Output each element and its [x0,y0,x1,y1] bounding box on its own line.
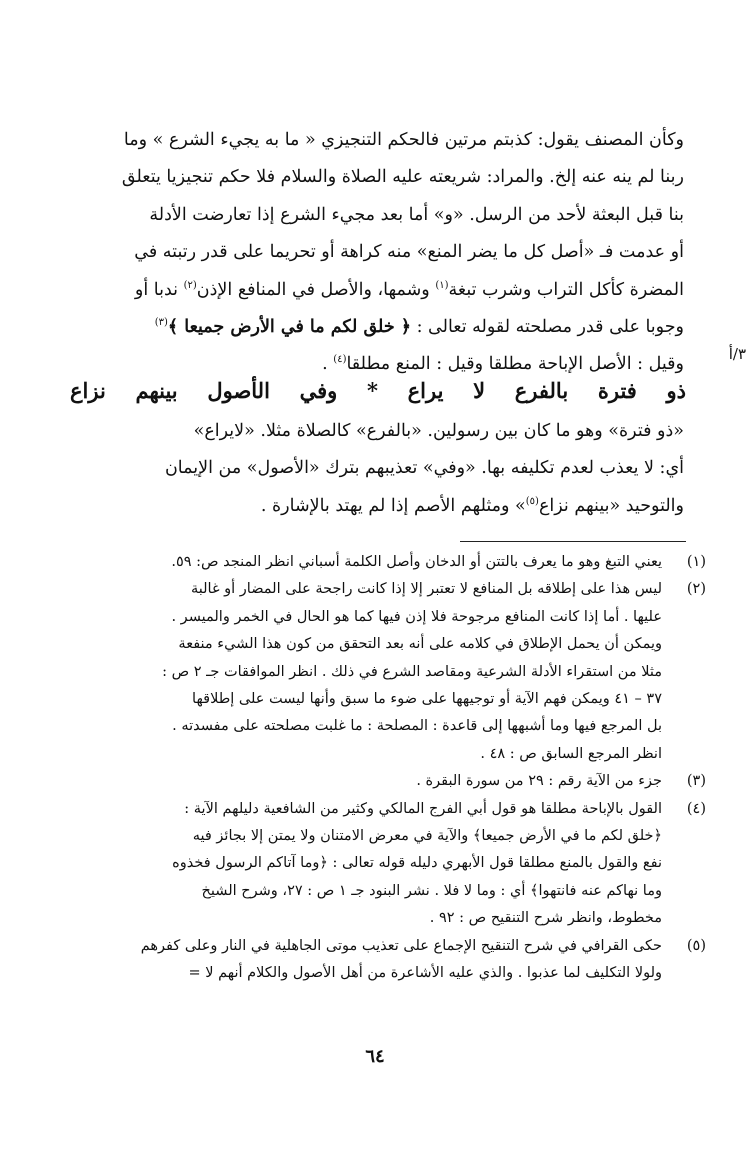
text-line-content: وقيل : الأصل الإباحة مطلقا وقيل : المنع مطلقا [346,354,684,375]
verse-line: ذو فترة بالفرع لا يراع * وفي الأصول بينهم نزاع [70,378,686,403]
text-line [72,197,684,234]
text-line [72,234,684,271]
footnote-line: حكى القرافي في شرح التنقيح الإجماع على تعذيب موتى الجاهلية في النار وعلى كفرهم [140,937,662,954]
text-line-content: وكأن المصنف يقول: كذبتم مرتين فالحكم التنجيزي « ما به يجيء الشرع » وما [123,130,684,150]
footnote-text [40,933,662,988]
quran-verse: ﴿ خلق لكم ما في الأرض جميعا ﴾ [167,317,412,338]
text-line-content: ربنا لم ينه عنه إلخ. والمراد: شريعته عليه الصلاة والسلام فلا حكم تنجيزيا يتعلق [121,167,684,188]
text-line-content: وجوبا على قدر مصلحته لقوله تعالى : [411,317,684,338]
footnote-line: ٣٧ – ٤١ ويمكن فهم الآية أو توجيهها على ضوء ما سبق وأنها ليست على إطلاقها [192,691,662,708]
text-line-content: بنا قبل البعثة لأحد من الرسل. «و» أما بعد مجيء الشرع إذا تعارضت الأدلة [149,204,684,225]
footnote [40,796,710,933]
text-line [72,450,684,487]
footnote-line: مثلا من استقراء الأدلة الشرعية ومقاصد الشرع في ذلك . انظر الموافقات جـ ٢ ص : [162,663,662,680]
footnote-line: ويمكن أن يحمل الإطلاق في كلامه على أنه بعد التحقق من كون هذا الشيء منفعة [178,636,662,653]
footnote-text [40,768,662,795]
footnote-line: نفع والقول بالمنع مطلقا قول الأبهري دليله قوله تعالى : ﴿وما آتاكم الرسول فخذوه [172,855,662,872]
text-line-content: أي: لا يعذب لعدم تكليفه بها. «وفي» تعذيبهم بترك «الأصول» من الإيمان [164,458,684,479]
text-line-content: أو عدمت فـ «أصل كل ما يضر المنع» منه كراهة أو تحريما على قدر رتبته في [134,242,684,263]
footnote-line: ﴿خلق لكم ما في الأرض جميعا﴾ والآية في معرض الامتنان ولا يمتن إلا بجائز فيه [192,828,662,845]
commentary-text [72,413,684,525]
page-number: ٦٤ [365,1046,385,1067]
footnote-line: مخطوط، وانظر شرح التنقيح ص : ٩٢ . [429,910,662,927]
footnote-line: ليس هذا على إطلاقه بل المنافع لا تعتبر إلا إذا كانت راجحة على المضار أو غالبة [190,581,662,598]
footnote [40,576,710,768]
footnote-text [40,796,662,933]
text-line-content: ندبا أو [134,279,184,300]
manuscript-folio-marker: ٣/أ [728,345,746,363]
footnote-text [40,576,662,768]
footnote-ref[interactable]: (٤) [333,354,347,366]
footnote [40,768,710,795]
footnote-ref[interactable]: (٣) [154,317,168,329]
footnote-number: (٣) [686,773,706,790]
main-text [72,122,684,384]
footnote-line: القول بالإباحة مطلقا هو قول أبي الفرج المالكي وكثير من الشافعية دليلهم الآية : [184,800,662,817]
footnote-separator [460,541,686,542]
footnote-ref[interactable]: (٢) [183,279,197,291]
footnote-line: عليها . أما إذا كانت المنافع مرجوحة فلا إذن فيها كما هو الحال في الخمر والميسر . [171,608,662,625]
footnote-ref[interactable]: (٥) [525,495,539,507]
text-line [72,413,684,450]
footnotes [40,549,710,988]
text-line-content: . [322,354,334,375]
text-line [72,309,684,346]
text-line-content: » ومثلهم الأصم إذا لم يهتد بالإشارة . [260,495,526,516]
footnote-ref[interactable]: (١) [435,279,449,291]
footnote [40,933,710,988]
footnote-number: (٥) [686,937,706,954]
text-line [72,272,684,309]
footnote-number: (٤) [686,800,706,817]
footnote-line: ولولا التكليف لما عذبوا . والذي عليه الأشاعرة من أهل الأصول والكلام أنهم لا = [188,965,662,982]
footnote-line: يعني التبغ وهو ما يعرف بالتتن أو الدخان وأصل الكلمة أسباني انظر المنجد ص: ٥٩. [171,554,662,570]
text-line-content: «ذو فترة» وهو ما كان بين رسولين. «بالفرع» كالصلاة مثلا. «لايراع» [193,421,684,441]
text-line-content: والتوحيد «بينهم نزاع [538,495,684,516]
text-line [72,159,684,196]
footnote-line: وما نهاكم عنه فانتهوا﴾ أي : وما لا فلا . نشر البنود جـ ١ ص : ٢٧، وشرح الشيخ [201,882,662,899]
text-line [72,122,684,159]
footnote [40,549,710,576]
footnote-text [40,549,662,576]
footnote-number: (٢) [686,581,706,598]
text-line-content: المضرة كأكل التراب وشرب تبغة [448,279,684,300]
text-line [72,488,684,525]
footnote-line: انظر المرجع السابق ص : ٤٨ . [480,745,662,762]
footnote-line: جزء من الآية رقم : ٢٩ من سورة البقرة . [416,773,662,790]
text-line-content: وشمها، والأصل في المنافع الإذن [196,279,436,300]
footnote-line: بل المرجع فيها وما أشبهها إلى قاعدة : المصلحة : ما غلبت مصلحته على مفسدته . [172,718,662,735]
footnote-number: (١) [686,554,706,570]
